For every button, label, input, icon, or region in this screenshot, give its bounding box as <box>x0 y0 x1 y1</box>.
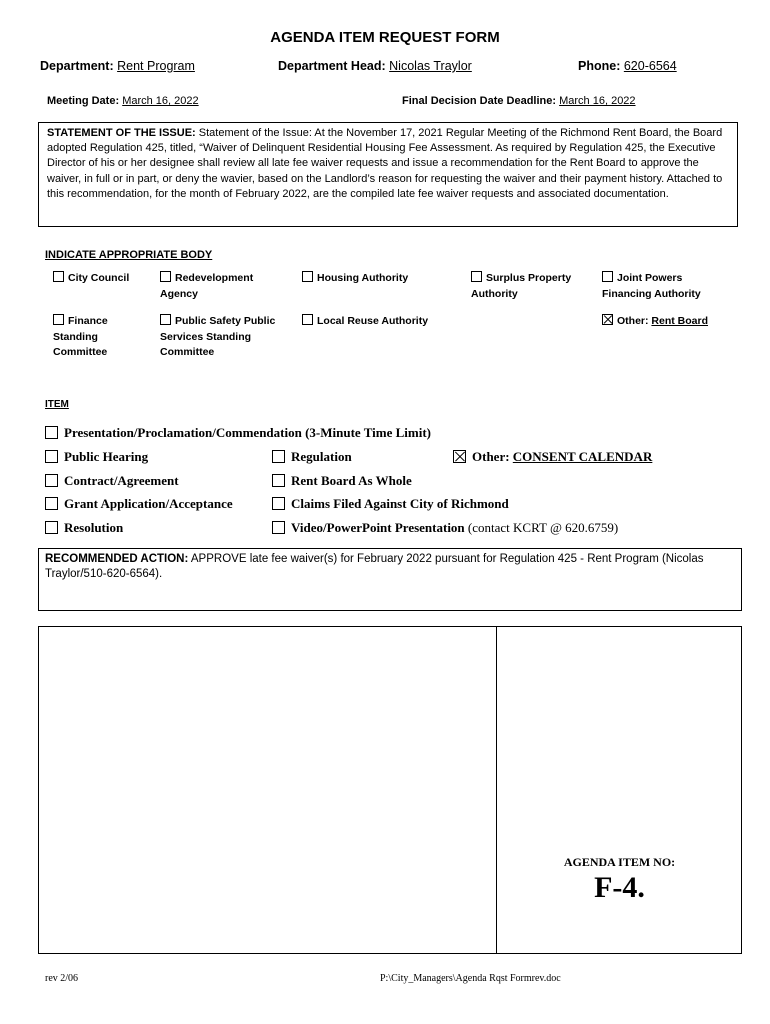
checked-checkbox[interactable] <box>453 450 466 463</box>
agenda-item-label: AGENDA ITEM NO: <box>563 855 676 869</box>
phone-field <box>578 59 677 73</box>
statement-box <box>38 122 738 227</box>
item-grant-application[interactable]: Grant Application/Acceptance <box>45 496 233 512</box>
checkbox[interactable] <box>45 497 58 510</box>
footer-file-path: P:\City_Managers\Agenda Rqst Formrev.doc <box>380 973 561 984</box>
phone-label: Phone: <box>578 59 621 73</box>
other-body-value: Rent Board <box>651 315 709 327</box>
meeting-date-field <box>47 95 199 107</box>
option-finance-standing-committee[interactable]: Finance Standing Committee <box>53 315 108 358</box>
phone-value: 620-6564 <box>623 59 677 73</box>
checkbox[interactable] <box>53 271 64 282</box>
checkbox[interactable] <box>45 426 58 439</box>
checkbox[interactable] <box>302 314 313 325</box>
recommended-action-box <box>38 548 742 611</box>
department-head-field <box>278 59 472 73</box>
item-heading: ITEM <box>45 399 69 410</box>
video-presentation-note: (contact KCRT @ 620.6759) <box>467 520 619 535</box>
item-claims-filed[interactable]: Claims Filed Against City of Richmond <box>272 496 509 512</box>
option-city-council[interactable]: City Council <box>53 271 129 287</box>
deadline-value: March 16, 2022 <box>559 95 636 107</box>
checkbox[interactable] <box>272 474 285 487</box>
checkbox[interactable] <box>302 271 313 282</box>
meeting-date-label: Meeting Date: <box>47 95 120 107</box>
item-resolution[interactable]: Resolution <box>45 520 123 536</box>
form-title: AGENDA ITEM REQUEST FORM <box>270 29 500 46</box>
recommended-action-label: RECOMMENDED ACTION: <box>45 553 189 565</box>
item-regulation[interactable]: Regulation <box>272 449 352 465</box>
option-public-safety-committee[interactable]: Public Safety Public Services Standing Committee <box>160 315 276 358</box>
checked-checkbox[interactable] <box>602 314 613 325</box>
option-redevelopment-agency[interactable]: Redevelopment Agency <box>160 272 254 300</box>
department-label: Department: <box>40 59 114 73</box>
item-public-hearing[interactable]: Public Hearing <box>45 449 148 465</box>
checkbox[interactable] <box>45 474 58 487</box>
recommended-action-text: APPROVE late fee waiver(s) for February 2022 pursuant for Regulation 425 - Rent Program (Nicolas Traylor/510-620-6564). <box>45 553 704 580</box>
meeting-date-value: March 16, 2022 <box>122 95 199 107</box>
item-contract-agreement[interactable]: Contract/Agreement <box>45 473 179 489</box>
option-housing-authority[interactable]: Housing Authority <box>302 271 408 287</box>
option-local-reuse-authority[interactable]: Local Reuse Authority <box>302 314 428 330</box>
department-value: Rent Program <box>117 59 195 73</box>
deadline-label: Final Decision Date Deadline: <box>402 95 557 107</box>
item-presentation[interactable]: Presentation/Proclamation/Commendation (3-Minute Time Limit) <box>45 425 431 441</box>
footer-revision: rev 2/06 <box>45 973 79 984</box>
item-other[interactable]: Other: CONSENT CALENDAR <box>453 449 652 465</box>
appropriate-body-heading: INDICATE APPROPRIATE BODY <box>45 249 213 261</box>
checkbox[interactable] <box>160 314 171 325</box>
checkbox[interactable] <box>272 521 285 534</box>
agenda-item-number: F-4. <box>594 871 645 904</box>
checkbox[interactable] <box>602 271 613 282</box>
option-joint-powers-financing-authority[interactable]: Joint Powers Financing Authority <box>602 272 701 300</box>
option-other-body[interactable]: Other: Rent Board <box>602 314 708 330</box>
item-rent-board-as-whole[interactable]: Rent Board As Whole <box>272 473 412 489</box>
department-head-label: Department Head: <box>278 59 386 73</box>
deadline-field <box>402 95 636 107</box>
checkbox[interactable] <box>45 450 58 463</box>
checkbox[interactable] <box>471 271 482 282</box>
checkbox[interactable] <box>272 497 285 510</box>
option-surplus-property-authority[interactable]: Surplus Property Authority <box>471 272 572 300</box>
statement-text: Statement of the Issue: At the November 17, 2021 Regular Meeting of the Richmond Rent Board, the Board adopted Regulation 425, titled, “Waiver of Delinquent Residential Housing Fee Assessment. As required by Regulation 425, the Executive Director of his or her designee shall review all late fee waiver requests and issue a recommendation for the Rent Board to approve the waiver, in full or in part, or deny the wavier, based on the Landlord’s reason for requesting the waiver and their payment history. Attached to this recommendation, for the month of February 2022, are the compiled late fee waiver requests and associated documentation. <box>47 127 723 200</box>
department-head-value: Nicolas Traylor <box>389 59 472 73</box>
checkbox[interactable] <box>272 450 285 463</box>
item-video-presentation[interactable]: Video/PowerPoint Presentation (contact KCRT @ 620.6759) <box>272 520 618 536</box>
checkbox[interactable] <box>160 271 171 282</box>
item-other-value: CONSENT CALENDAR <box>512 449 653 464</box>
checkbox[interactable] <box>45 521 58 534</box>
checkbox[interactable] <box>53 314 64 325</box>
department-field <box>40 59 195 73</box>
statement-label: STATEMENT OF THE ISSUE: <box>47 127 196 139</box>
